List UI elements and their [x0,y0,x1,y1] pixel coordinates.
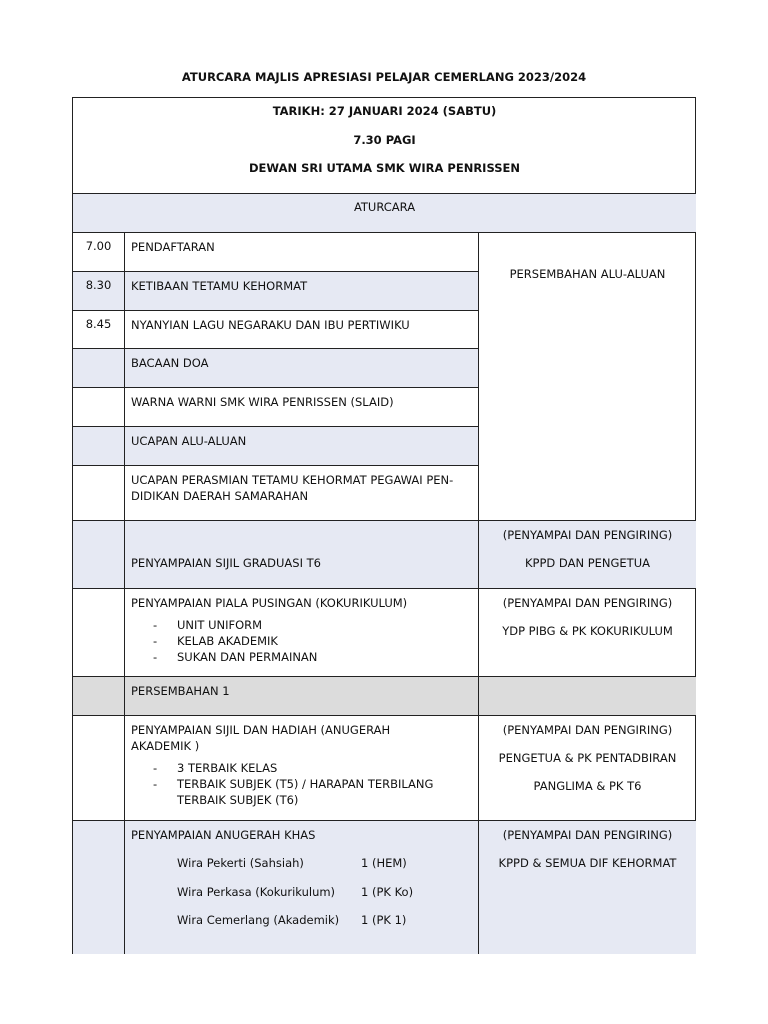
page-title: ATURCARA MAJLIS APRESIASI PELAJAR CEMERLANG 2023/2024 [181,70,587,84]
time-cell [73,466,125,521]
agenda-item: BACAAN DOA [125,349,479,388]
header-date: TARIKH: 27 JANUARI 2024 (SABTU) [272,104,497,118]
agenda-item: PERSEMBAHAN 1 [125,677,479,716]
time-cell: 7.00 [73,233,125,272]
award-row: Wira Pekerti (Sahsiah) 1 (HEM) [177,856,407,870]
time-cell [73,427,125,466]
award-row: Wira Perkasa (Kokurikulum) 1 (PK Ko) [177,884,414,899]
schedule-table [72,97,696,954]
akademik-award-list [131,760,472,808]
presenter-cell: (PENYAMPAI DAN PENGIRING) KPPD & SEMUA DIF KEHORMAT [479,821,696,954]
time-cell [73,349,125,388]
presenter-cell: (PENYAMPAI DAN PENGIRING) YDP PIBG & PK KOKURIKULUM [479,589,696,677]
agenda-item: PENYAMPAIAN SIJIL DAN HADIAH (ANUGERAH AKADEMIK ) - 3 TERBAIK KELAS - TERBAIK SUBJEK (T5) / HARAPAN TERBILANG TERBAIK SUBJEK (T6) [125,716,479,821]
agenda-item: KETIBAAN TETAMU KEHORMAT [125,272,479,311]
header-time: 7.30 PAGI [353,133,416,147]
presenter-cell [479,677,696,716]
time-cell: 8.45 [73,311,125,349]
time-cell [73,589,125,677]
list-item: - TERBAIK SUBJEK (T5) / HARAPAN TERBILANG TERBAIK SUBJEK (T6) [131,776,472,808]
agenda-item: UCAPAN PERASMIAN TETAMU KEHORMAT PEGAWAI PEN- DIDIKAN DAERAH SAMARAHAN [125,466,479,521]
presenter-cell: (PENYAMPAI DAN PENGIRING) PENGETUA & PK PENTADBIRAN PANGLIMA & PK T6 [479,716,696,821]
agenda-item: WARNA WARNI SMK WIRA PENRISSEN (SLAID) [125,388,479,427]
agenda-item: PENYAMPAIAN SIJIL GRADUASI T6 [125,521,479,589]
persembahan-alu-aluan-cell: PERSEMBAHAN ALU-ALUAN [479,233,696,521]
list-item: - 3 TERBAIK KELAS [131,760,472,776]
list-item: - UNIT UNIFORM [131,617,472,633]
section-label-text: ATURCARA [353,200,416,214]
agenda-item: NYANYIAN LAGU NEGARAKU DAN IBU PERTIWIKU [125,311,479,349]
section-label [73,194,696,233]
agenda-item: PENYAMPAIAN PIALA PUSINGAN (KOKURIKULUM) - UNIT UNIFORM - KELAB AKADEMIK - SUKAN DAN PERMAINAN [125,589,479,677]
agenda-item: PENDAFTARAN [125,233,479,272]
list-item: - SUKAN DAN PERMAINAN [131,649,472,665]
list-item: - KELAB AKADEMIK [131,633,472,649]
time-cell [73,677,125,716]
award-row: Wira Cemerlang (Akademik) 1 (PK 1) [177,913,407,927]
agenda-item: UCAPAN ALU-ALUAN [125,427,479,466]
time-cell [73,388,125,427]
time-cell [73,716,125,821]
agenda-item: PENYAMPAIAN ANUGERAH KHAS Wira Pekerti (Sahsiah) 1 (HEM) Wira Perkasa (Kokurikulum) 1 (PK Ko) Wira Cemerlang (Akademik) 1 (PK 1) [125,821,479,954]
header-block [73,98,696,194]
header-venue: DEWAN SRI UTAMA SMK WIRA PENRISSEN [249,161,520,175]
piala-category-list [131,617,472,665]
time-cell: 8.30 [73,272,125,311]
presenter-cell: (PENYAMPAI DAN PENGIRING) KPPD DAN PENGETUA [479,521,696,589]
time-cell [73,821,125,954]
time-cell [73,521,125,589]
